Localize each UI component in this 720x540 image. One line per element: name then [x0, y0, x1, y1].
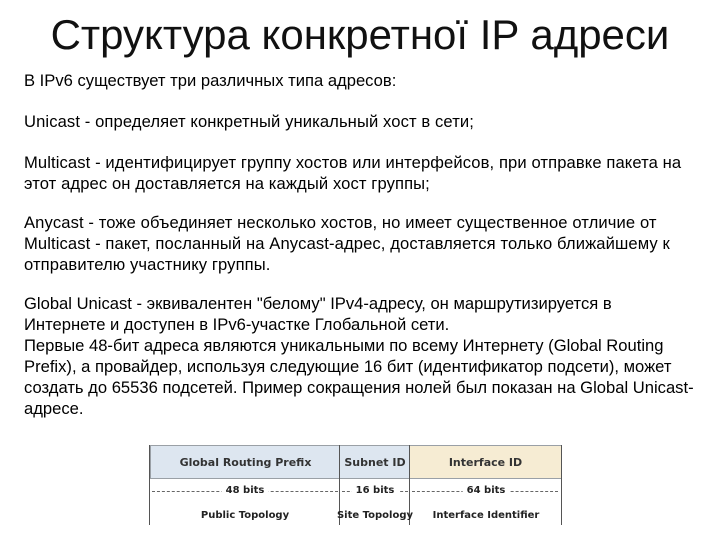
divider-line-left	[149, 445, 150, 525]
segment-interface-id: Interface ID	[410, 445, 562, 479]
bits-label-prefix: 48 bits	[222, 484, 269, 498]
topology-label-interface: Interface Identifier	[432, 510, 540, 521]
segment-global-routing-prefix: Global Routing Prefix	[150, 445, 340, 479]
ipv6-address-structure-diagram	[150, 445, 562, 525]
intro-paragraph: В IPv6 существует три различных типа адресов:	[24, 71, 397, 90]
divider-line-right	[561, 445, 562, 525]
slide-title: Структура конкретної IP адреси	[50, 11, 670, 58]
multicast-paragraph: Multicast - идентифицирует группу хостов или интерфейсов, при отправке пакета на этот адрес он доставляется на каждый хост группы;	[24, 153, 682, 193]
unicast-paragraph: Unicast - определяет конкретный уникальный хост в сети;	[24, 112, 474, 131]
global-unicast-paragraph: Global Unicast - эквивалентен "белому" IPv4-адресу, он маршрутизируется в Интернете и доступен в IPv6-участке Глобальной сети.	[24, 294, 612, 334]
topology-label-site: Site Topology	[336, 510, 414, 521]
anycast-paragraph: Anycast - тоже объединяет несколько хостов, но имеет существенное отличие от Multicast - пакет, посланный на Anycast-адрес, доставляется только ближайшему к отправителю участнику группы.	[24, 213, 670, 274]
bits-label-subnet: 16 bits	[352, 484, 399, 498]
slide-body	[24, 70, 696, 419]
topology-label-public: Public Topology	[200, 510, 290, 521]
bits-label-interface: 64 bits	[463, 484, 510, 498]
routing-prefix-paragraph: Первые 48-бит адреса являются уникальными по всему Интернету (Global Routing Prefix), а провайдер, используя следующие 16 бит (идентификатор подсети), может создать до 65536 подсетей. Пример сокращения нолей был показан на Global Unicast-адресе.	[24, 336, 694, 418]
segment-subnet-id: Subnet ID	[340, 445, 410, 479]
